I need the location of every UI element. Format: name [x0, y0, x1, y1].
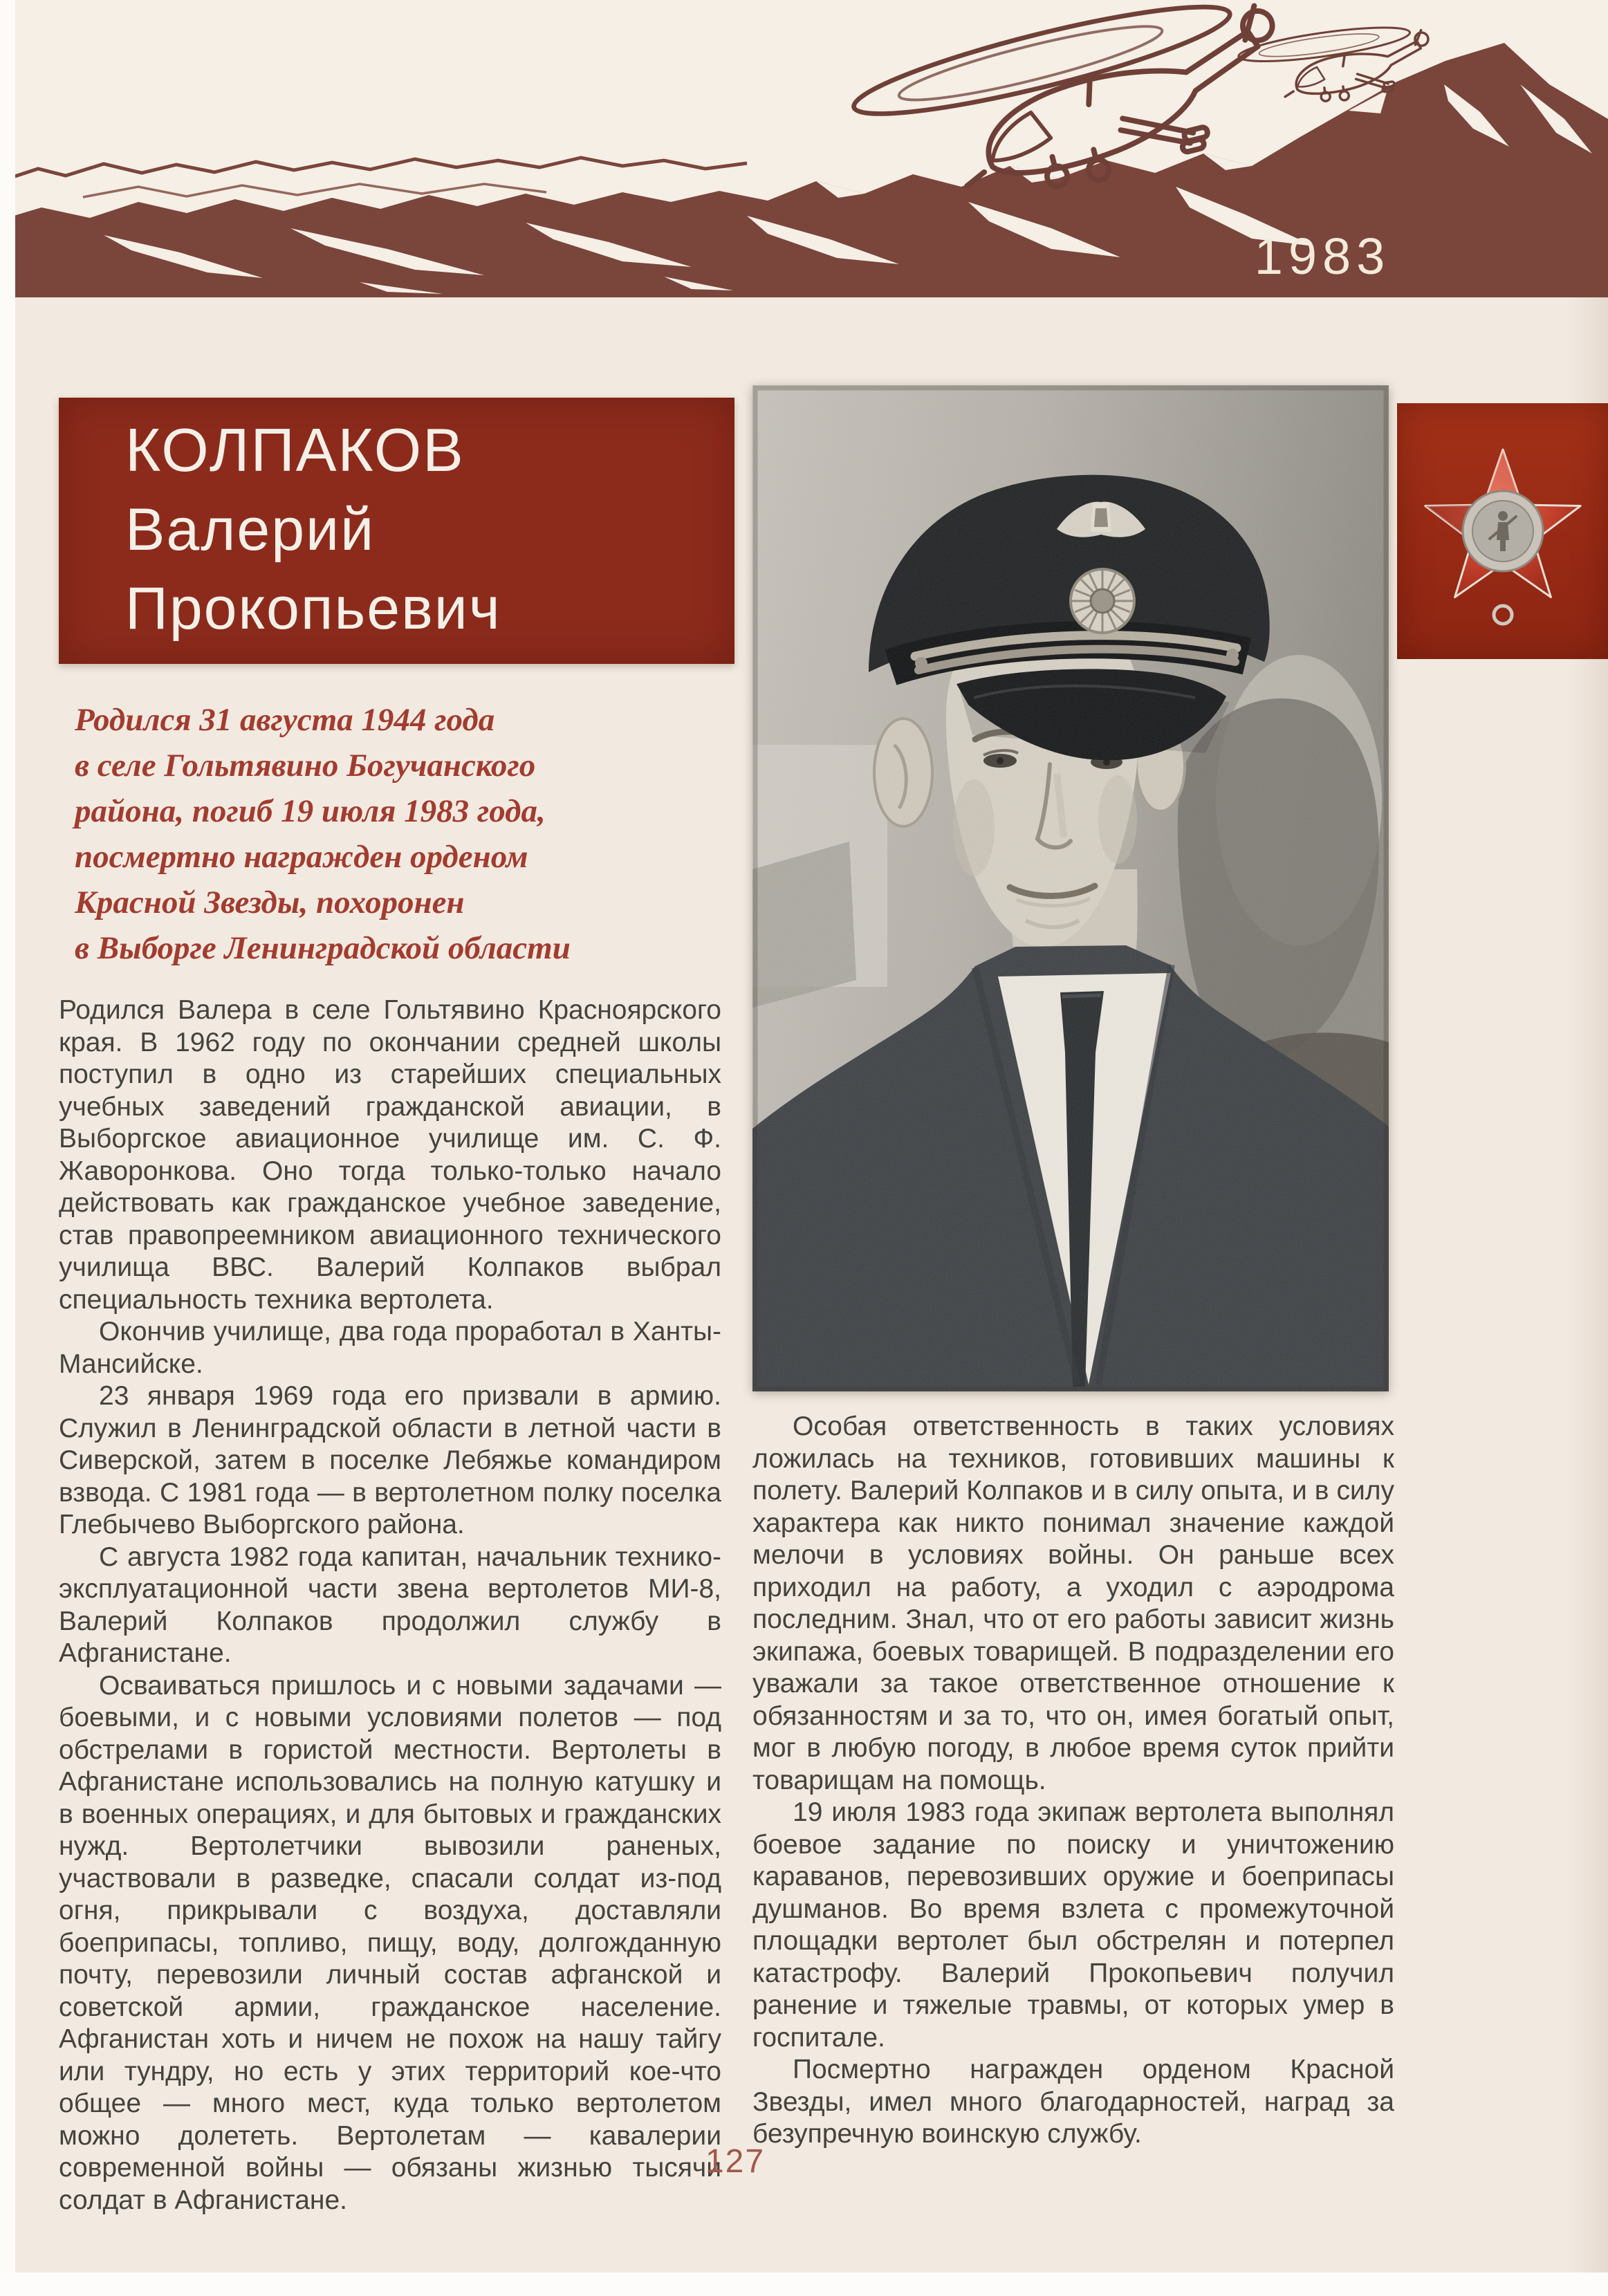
portrait-photo	[752, 385, 1389, 1391]
year-label: 1983	[1254, 228, 1391, 285]
lead-line: района, погиб 19 июля 1983 года,	[75, 793, 546, 829]
left-column	[59, 994, 721, 2215]
body-paragraph: С августа 1982 года капитан, начальник технико-эксплуатационной части звена вертолетов МИ-8, Валерий Колпаков продолжил службу в Афганистане.	[59, 1542, 721, 1668]
body-paragraph: 19 июля 1983 года экипаж вертолета выполнял боевое задание по поиску и уничтожению караванов, перевозивших оружие и боеприпасы душманов. Во время взлета с промежуточной площадки вертолет был обстрелян и потерпел катастрофу. Валерий Прокопьевич получил ранение и тяжелые травмы, от которых умер в госпитале.	[752, 1797, 1394, 2053]
page-number: 127	[705, 2143, 766, 2180]
patronymic: Прокопьевич	[125, 575, 501, 642]
scan-bottom-margin	[0, 2272, 1608, 2296]
surname: КОЛПАКОВ	[125, 416, 465, 484]
body-paragraph: Посмертно награжден орденом Красной Звезды, имел много благодарностей, наград за безупречную воинскую службу.	[752, 2055, 1394, 2149]
title-block	[59, 398, 734, 664]
lead-text	[75, 697, 704, 971]
red-band	[1397, 403, 1608, 659]
red-star-medal-icon	[1397, 403, 1608, 659]
first-name: Валерий	[125, 497, 376, 563]
lead-line: Родился 31 августа 1944 года	[75, 702, 495, 738]
right-column	[752, 1411, 1394, 2149]
scan-left-margin	[0, 0, 15, 2296]
lead-line: в селе Гольтявино Богучанского	[75, 748, 536, 784]
body-paragraph: Осваиваться пришлось и с новыми задачами — боевыми, и с новыми условиями полетов — под обстрелами в гористой местности. Вертолеты в Афганистане использовались на полную катушку и в военных операциях, и для бытовых и гражданских нужд. Вертолетчики вывозили раненых, участвовали в разведке, спасали солдат из-под огня, прикрывали с воздуха, доставляли боеприпасы, топливо, пищу, воду, долгожданную почту, перевозили личный состав афганской и советской армии, гражданское население. Афганистан хоть и ничем не похож на нашу тайгу или тундру, но есть у этих территорий кое-что общее — много мест, куда только вертолетом можно долететь. Вертолетам — кавалерии современной войны — обязаны жизнью тысячи солдат в Афганистане.	[59, 1670, 721, 2215]
lead-line: в Выборге Ленинградской области	[75, 930, 571, 966]
body-paragraph: Особая ответственность в таких условиях ложилась на техников, готовивших машины к полету. Валерий Колпаков и в силу опыта, и в силу характера как никто понимал значение каждой мелочи в условиях войны. Он раньше всех приходил на работу, а уходил с аэродрома последним. Знал, что от его работы зависит жизнь экипажа, боевых товарищей. В подразделении его уважали за такое ответственное отношение к обязанностям и за то, что он, имея богатый опыт, мог в любую погоду, в любое время суток прийти товарищам на помощь.	[752, 1411, 1394, 1795]
body-paragraph: 23 января 1969 года его призвали в армию. Служил в Ленинградской области в летной части в Сиверской, затем в поселке Лебяжье командиром взвода. С 1981 года — в вертолетном полку поселка Глебычево Выборгского района.	[59, 1381, 721, 1539]
mountain-helicopters-illustration	[0, 0, 1608, 297]
lead-line: посмертно награжден орденом	[75, 839, 528, 875]
body-paragraph: Окончив училище, два года проработал в Ханты-Мансийске.	[59, 1317, 721, 1379]
body-paragraph: Родился Валера в селе Гольтявино Красноярского края. В 1962 году по окончании средней школы поступил в одно из старейших специальных учебных заведений гражданской авиации, в Выборгское авиационное училище им. С. Ф. Жаворонкова. Оно тогда только-только начало действовать как гражданское учебное заведение, став правопреемником авиационного технического училища ВВС. Валерий Колпаков выбрал специальность техника вертолета.	[59, 995, 721, 1315]
lead-line: Красной Звезды, похоронен	[75, 885, 465, 920]
